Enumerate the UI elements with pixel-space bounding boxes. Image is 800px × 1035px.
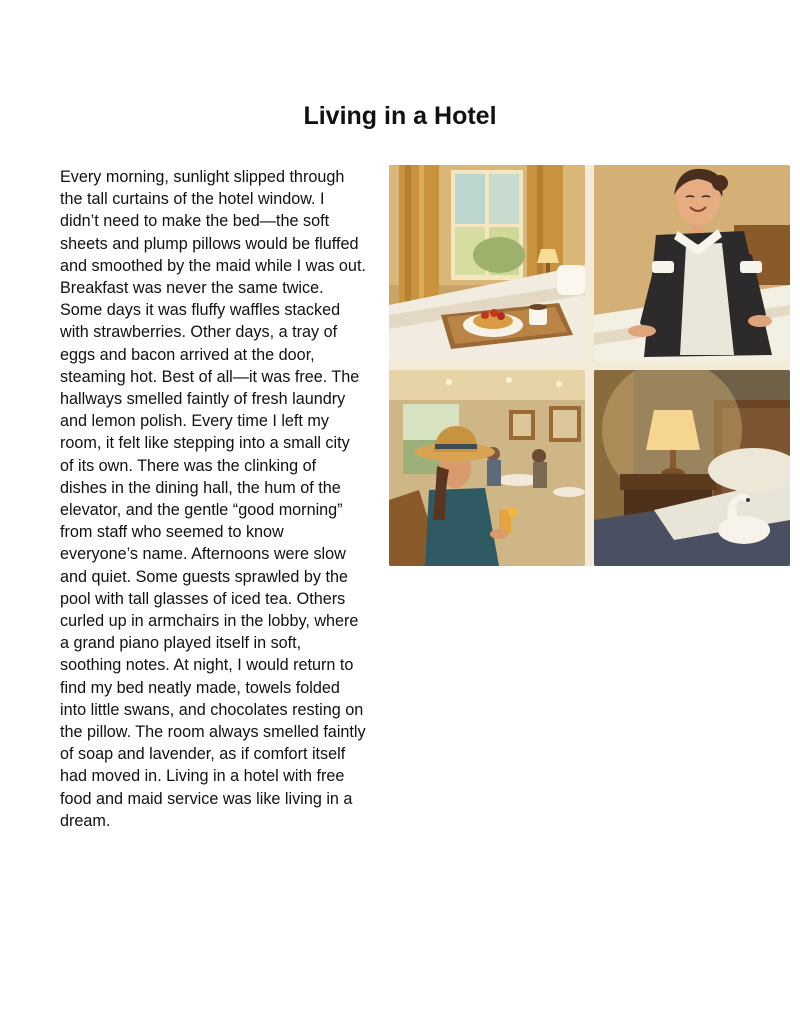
- turndown-service-illustration: [594, 370, 790, 566]
- story-paragraph: Every morning, sunlight slipped through the tall curtains of the hotel window. I didn’t need to make the bed—the soft sheets and plump pillows would be fluffed and smoothed by the maid while I was out. Breakfast was never the same twice. Some days it was fluffy waffles stacked with strawberries. Other days, a tray of eggs and bacon arrived at the door, steaming hot. Best of all—it was free. The hallways smelled faintly of fresh laundry and lemon polish. Every time I left my room, it felt like stepping into a small city of its own. There was the clinking of dishes in the dining hall, the hum of the elevator, and the gentle “good morning” from staff who seemed to know everyone’s name. Afternoons were slow and quiet. Some guests sprawled by the pool with tall glasses of iced tea. Others curled up in armchairs in the lobby, where a grand piano played itself in soft, soothing notes. At night, I would return to find my bed neatly made, towels folded into little swans, and chocolates resting on the pillow. The room always smelled faintly of soap and lavender, as if comfort itself had moved in. Living in a hotel with free food and maid service was like living in a dream.: [60, 168, 366, 830]
- page-title: Living in a Hotel: [303, 102, 497, 130]
- maid-illustration: [594, 165, 790, 361]
- poolside-guest-illustration: [389, 370, 585, 566]
- illustration-collage: [389, 165, 790, 566]
- breakfast-tray-illustration: [389, 165, 585, 361]
